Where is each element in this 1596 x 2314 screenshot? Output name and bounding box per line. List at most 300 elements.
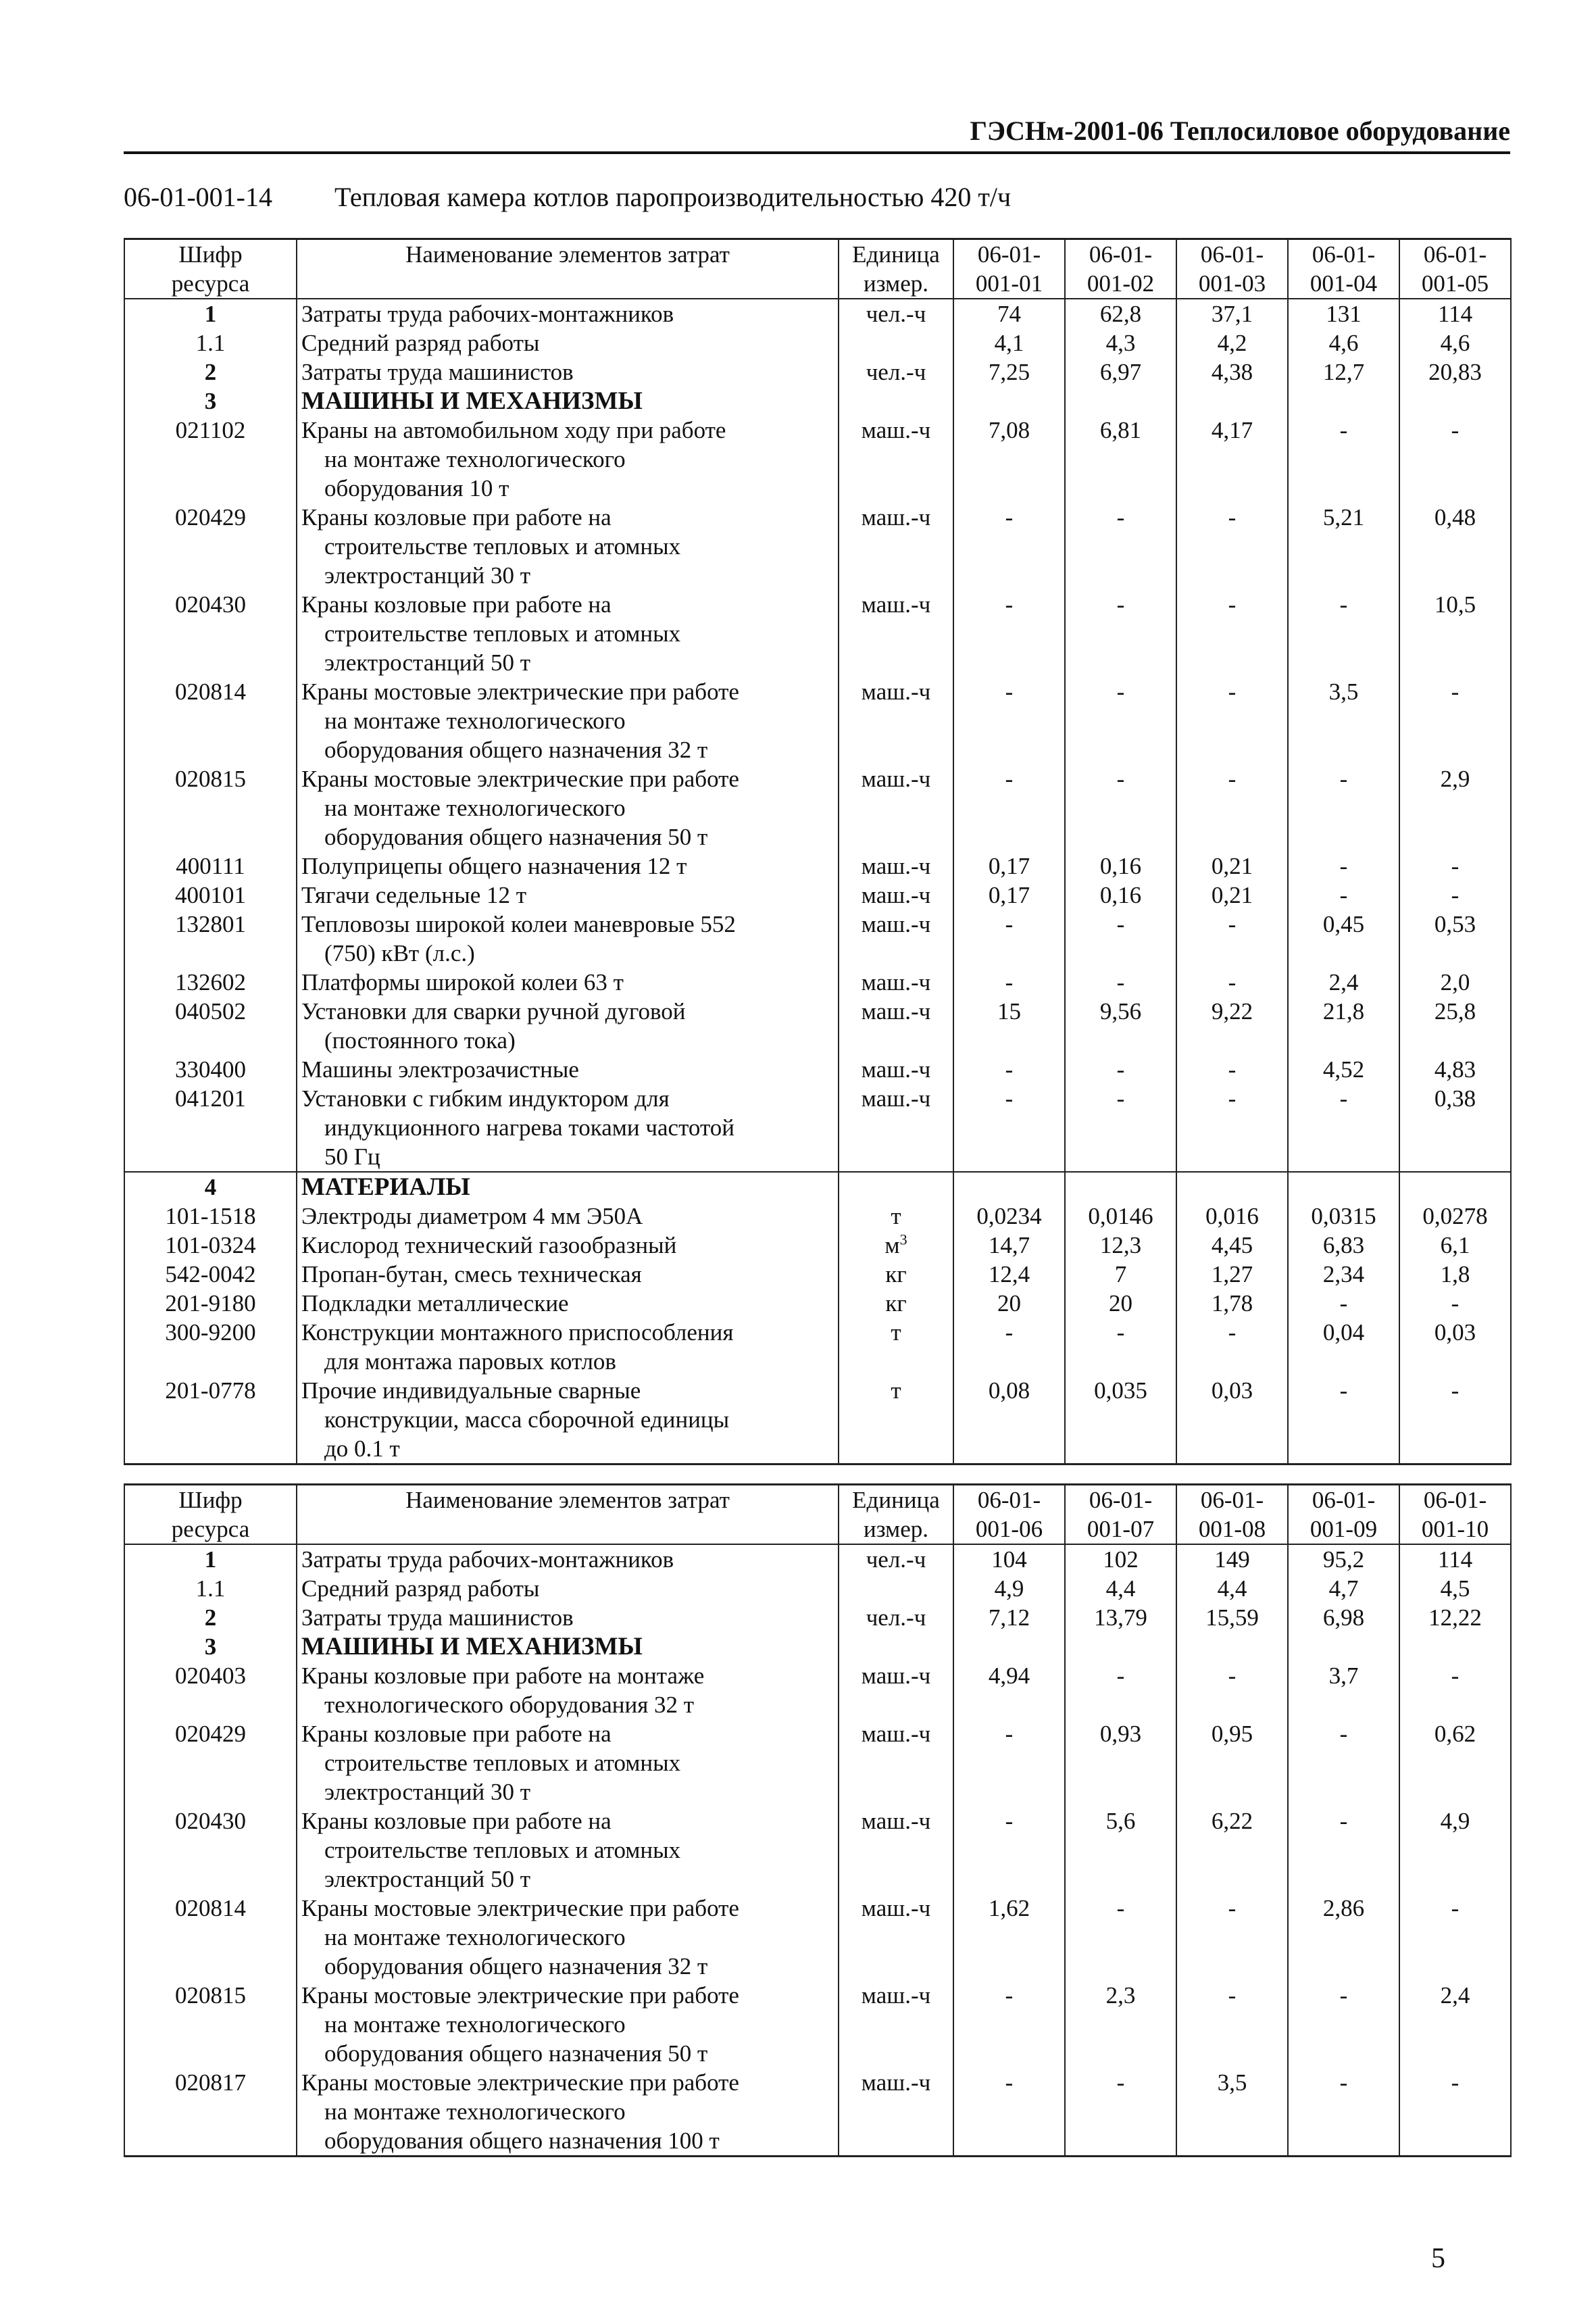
cost-element-name xyxy=(297,1632,839,1661)
norm-value: 0,035 xyxy=(1065,1376,1176,1464)
header-norm-code-line: 06-01- xyxy=(977,1487,1041,1513)
cost-element-name xyxy=(297,1661,839,1719)
cost-element-line: Краны мостовые электрические при работе xyxy=(301,2069,739,2096)
norm-value: 7 xyxy=(1065,1260,1176,1289)
header-row xyxy=(124,239,1511,299)
resource-code: 400101 xyxy=(124,881,297,910)
norm-value: 0,0146 xyxy=(1065,1202,1176,1231)
norm-value: 4,7 xyxy=(1288,1574,1399,1603)
cost-element-line: конструкции, масса сборочной единицы xyxy=(324,1406,730,1433)
cost-element-line: до 0.1 т xyxy=(324,1435,400,1462)
table-row xyxy=(124,1981,1511,2068)
norm-value: 4,83 xyxy=(1399,1055,1511,1084)
norm-value: - xyxy=(1065,1894,1176,1981)
header-unit-line: Единица xyxy=(852,241,940,268)
norm-value: - xyxy=(1399,2068,1511,2157)
norm-value: 131 xyxy=(1288,299,1399,328)
norm-value: 2,4 xyxy=(1399,1981,1511,2068)
table-row xyxy=(124,328,1511,358)
cost-element-line: строительстве тепловых и атомных xyxy=(324,1837,681,1863)
unit xyxy=(839,1202,953,1231)
cost-element-line: Подкладки металлические xyxy=(301,1290,569,1316)
header-norm-code xyxy=(1399,239,1511,299)
cost-element-name xyxy=(297,1202,839,1231)
cost-element-line: Краны козловые при работе на xyxy=(301,504,612,531)
norm-value: 0,016 xyxy=(1176,1202,1288,1231)
norm-value: - xyxy=(1288,1084,1399,1172)
norm-value: 4,1 xyxy=(953,328,1065,358)
cost-element-line: Установки для сварки ручной дуговой xyxy=(301,998,686,1025)
resource-code: 330400 xyxy=(124,1055,297,1084)
norm-value: 2,86 xyxy=(1288,1894,1399,1981)
norm-value: - xyxy=(953,677,1065,764)
norm-value: 4,6 xyxy=(1399,328,1511,358)
norm-value: 4,4 xyxy=(1176,1574,1288,1603)
unit-text: маш.-ч xyxy=(861,1056,931,1083)
unit-text: маш.-ч xyxy=(861,1808,931,1834)
resource-code: 020815 xyxy=(124,1981,297,2068)
header-norm-code-line: 06-01- xyxy=(1312,241,1376,268)
norm-value: 2,9 xyxy=(1399,764,1511,852)
unit-text: маш.-ч xyxy=(861,1663,931,1689)
unit-text: маш.-ч xyxy=(861,766,931,792)
unit xyxy=(839,764,953,852)
unit-text: маш.-ч xyxy=(861,1895,931,1921)
unit-text: чел.-ч xyxy=(866,1604,926,1631)
header-norm-code-line: 001-08 xyxy=(1198,1516,1266,1542)
unit xyxy=(839,1260,953,1289)
norm-value: 4,9 xyxy=(1399,1806,1511,1894)
cost-element-line: Пропан-бутан, смесь техническая xyxy=(301,1261,642,1287)
resource-code: 3 xyxy=(124,387,297,416)
norm-value xyxy=(1065,1172,1176,1202)
norm-value: 114 xyxy=(1399,1544,1511,1574)
norm-value: 0,17 xyxy=(953,881,1065,910)
norm-value: 0,48 xyxy=(1399,503,1511,590)
header-norm-code-line: 06-01- xyxy=(1200,1487,1264,1513)
resource-code: 201-9180 xyxy=(124,1289,297,1318)
unit xyxy=(839,997,953,1055)
norm-value: 15 xyxy=(953,997,1065,1055)
unit-superscript: 3 xyxy=(899,1231,907,1248)
norm-value: 6,81 xyxy=(1065,416,1176,503)
norm-value: 104 xyxy=(953,1544,1065,1574)
resource-code: 2 xyxy=(124,358,297,387)
table-row xyxy=(124,910,1511,968)
norm-value: - xyxy=(1399,1894,1511,1981)
header-code-line: ресурса xyxy=(171,1516,250,1542)
norm-value: 9,22 xyxy=(1176,997,1288,1055)
cost-element-name xyxy=(297,590,839,677)
unit xyxy=(839,2068,953,2157)
norm-value: - xyxy=(1065,503,1176,590)
norm-value: 20 xyxy=(953,1289,1065,1318)
table-row xyxy=(124,1231,1511,1260)
norm-value: 6,98 xyxy=(1288,1603,1399,1632)
norm-value: 6,97 xyxy=(1065,358,1176,387)
unit xyxy=(839,1603,953,1632)
norm-value xyxy=(1065,387,1176,416)
norm-value: 2,3 xyxy=(1065,1981,1176,2068)
cost-element-name xyxy=(297,1376,839,1464)
unit xyxy=(839,1055,953,1084)
cost-element-line: строительстве тепловых и атомных xyxy=(324,533,681,560)
norm-value: - xyxy=(953,764,1065,852)
section-title: Тепловая камера котлов паропроизводительностью 420 т/ч xyxy=(334,182,1012,212)
header-norm-code-line: 06-01- xyxy=(1423,1487,1487,1513)
header-norm-code-line: 001-05 xyxy=(1421,270,1489,297)
cost-element-line: Кислород технический газообразный xyxy=(301,1232,677,1258)
resource-code: 101-1518 xyxy=(124,1202,297,1231)
norm-value: 4,2 xyxy=(1176,328,1288,358)
norm-value: 0,04 xyxy=(1288,1318,1399,1376)
cost-element-name xyxy=(297,968,839,997)
table-row xyxy=(124,503,1511,590)
resource-code: 020429 xyxy=(124,503,297,590)
norm-value: 1,8 xyxy=(1399,1260,1511,1289)
resource-code: 020814 xyxy=(124,1894,297,1981)
cost-element-line: для монтажа паровых котлов xyxy=(324,1348,616,1375)
header-norm-code xyxy=(953,1485,1065,1545)
unit xyxy=(839,1661,953,1719)
header-unit xyxy=(839,239,953,299)
table-row xyxy=(124,997,1511,1055)
cost-element-name xyxy=(297,1318,839,1376)
norm-value: 7,25 xyxy=(953,358,1065,387)
cost-element-line: электростанций 30 т xyxy=(324,1779,531,1805)
norm-value: 14,7 xyxy=(953,1231,1065,1260)
cost-element-line: Средний разряд работы xyxy=(301,330,540,356)
norm-value xyxy=(1176,1172,1288,1202)
cost-element-line: Краны на автомобильном ходу при работе xyxy=(301,417,726,443)
header-norm-code xyxy=(1288,239,1399,299)
norm-value: 10,5 xyxy=(1399,590,1511,677)
norm-value: 15,59 xyxy=(1176,1603,1288,1632)
cost-element-name xyxy=(297,416,839,503)
norm-value: - xyxy=(953,1055,1065,1084)
cost-element-line: Краны мостовые электрические при работе xyxy=(301,766,739,792)
header-row xyxy=(124,1485,1511,1545)
norm-value: - xyxy=(1176,1055,1288,1084)
cost-element-name xyxy=(297,677,839,764)
norm-value: - xyxy=(1399,1376,1511,1464)
unit-text: маш.-ч xyxy=(861,882,931,908)
norm-value: 20,83 xyxy=(1399,358,1511,387)
norm-value xyxy=(953,1172,1065,1202)
norm-value: 0,03 xyxy=(1176,1376,1288,1464)
norm-value: - xyxy=(1176,1894,1288,1981)
unit-text: маш.-ч xyxy=(861,911,931,937)
unit xyxy=(839,1376,953,1464)
norm-value: 0,0315 xyxy=(1288,1202,1399,1231)
header-norm-code-line: 001-03 xyxy=(1198,270,1266,297)
norm-value: - xyxy=(953,1719,1065,1806)
norm-value: 2,0 xyxy=(1399,968,1511,997)
norm-value: - xyxy=(1288,1981,1399,2068)
cost-element-name xyxy=(297,1574,839,1603)
norm-value xyxy=(1065,1632,1176,1661)
header-norm-code xyxy=(953,239,1065,299)
norm-value: 74 xyxy=(953,299,1065,328)
cost-element-line: Краны мостовые электрические при работе xyxy=(301,1895,739,1921)
norm-value: - xyxy=(1399,416,1511,503)
cost-element-name xyxy=(297,1719,839,1806)
resource-code: 020403 xyxy=(124,1661,297,1719)
resource-code: 040502 xyxy=(124,997,297,1055)
unit xyxy=(839,503,953,590)
unit xyxy=(839,1084,953,1172)
cost-element-line: МАШИНЫ И МЕХАНИЗМЫ xyxy=(301,387,643,415)
norm-value: - xyxy=(1065,968,1176,997)
cost-element-line: Краны козловые при работе на xyxy=(301,591,612,618)
norm-value: - xyxy=(1288,590,1399,677)
cost-element-line: Конструкции монтажного приспособления xyxy=(301,1319,734,1346)
cost-element-name xyxy=(297,1603,839,1632)
cost-element-name xyxy=(297,852,839,881)
unit xyxy=(839,1806,953,1894)
cost-element-line: электростанций 50 т xyxy=(324,649,531,676)
cost-element-line: Затраты труда машинистов xyxy=(301,1604,574,1631)
norm-value: 6,1 xyxy=(1399,1231,1511,1260)
unit-text: кг xyxy=(885,1261,907,1287)
unit xyxy=(839,590,953,677)
header-unit-line: измер. xyxy=(864,1516,928,1542)
cost-element-line: Тягачи седельные 12 т xyxy=(301,882,527,908)
cost-element-name xyxy=(297,1544,839,1574)
norm-value: - xyxy=(953,968,1065,997)
cost-element-line: (постоянного тока) xyxy=(324,1027,516,1054)
running-header xyxy=(124,112,1510,154)
cost-element-line: оборудования общего назначения 50 т xyxy=(324,824,708,850)
norm-value: 0,16 xyxy=(1065,852,1176,881)
header-unit-line: измер. xyxy=(864,270,928,297)
unit xyxy=(839,1632,953,1661)
table-row xyxy=(124,387,1511,416)
table-row xyxy=(124,1084,1511,1172)
norm-value: 6,83 xyxy=(1288,1231,1399,1260)
table-row xyxy=(124,1603,1511,1632)
cost-element-line: Машины электрозачистные xyxy=(301,1056,579,1083)
norm-value: - xyxy=(1176,968,1288,997)
resource-code: 2 xyxy=(124,1603,297,1632)
norm-value: 0,21 xyxy=(1176,852,1288,881)
norm-value: 0,03 xyxy=(1399,1318,1511,1376)
cost-element-name xyxy=(297,299,839,328)
header-norm-code-line: 001-10 xyxy=(1421,1516,1489,1542)
table-row xyxy=(124,590,1511,677)
unit xyxy=(839,416,953,503)
unit-text: т xyxy=(891,1377,901,1404)
unit xyxy=(839,1172,953,1202)
unit xyxy=(839,881,953,910)
cost-element-line: строительстве тепловых и атомных xyxy=(324,620,681,647)
norm-value: - xyxy=(1065,1084,1176,1172)
norm-value: - xyxy=(953,910,1065,968)
cost-element-line: на монтаже технологического xyxy=(324,708,626,734)
table-row xyxy=(124,2068,1511,2157)
norm-table-1 xyxy=(124,238,1512,1465)
table-row xyxy=(124,1289,1511,1318)
table-row xyxy=(124,1544,1511,1574)
norm-value: - xyxy=(1065,2068,1176,2157)
cost-element-line: Краны мостовые электрические при работе xyxy=(301,679,739,705)
norm-value: - xyxy=(1176,590,1288,677)
table-row xyxy=(124,852,1511,881)
norm-value: 21,8 xyxy=(1288,997,1399,1055)
norm-value: 5,6 xyxy=(1065,1806,1176,1894)
table-row xyxy=(124,1574,1511,1603)
table-row xyxy=(124,677,1511,764)
resource-code: 020815 xyxy=(124,764,297,852)
resource-code: 020430 xyxy=(124,590,297,677)
table-row xyxy=(124,1202,1511,1231)
norm-value: 0,93 xyxy=(1065,1719,1176,1806)
cost-element-name xyxy=(297,1806,839,1894)
cost-element-name xyxy=(297,503,839,590)
norm-value: 0,21 xyxy=(1176,881,1288,910)
norm-value: - xyxy=(1399,677,1511,764)
norm-value: - xyxy=(1288,1376,1399,1464)
norm-value: - xyxy=(1288,1806,1399,1894)
table-row xyxy=(124,1661,1511,1719)
unit xyxy=(839,1719,953,1806)
cost-element-line: оборудования общего назначения 50 т xyxy=(324,2040,708,2067)
norm-value: 0,0278 xyxy=(1399,1202,1511,1231)
norm-value: - xyxy=(1176,503,1288,590)
norm-value: 4,52 xyxy=(1288,1055,1399,1084)
unit xyxy=(839,910,953,968)
norm-value: - xyxy=(953,2068,1065,2157)
norm-value: 1,27 xyxy=(1176,1260,1288,1289)
unit-text: кг xyxy=(885,1290,907,1316)
unit-text: маш.-ч xyxy=(861,417,931,443)
cost-element-line: Затраты труда рабочих-монтажников xyxy=(301,1546,674,1573)
unit-text: чел.-ч xyxy=(866,301,926,327)
norm-value: - xyxy=(1176,1661,1288,1719)
norm-value: 37,1 xyxy=(1176,299,1288,328)
cost-element-name xyxy=(297,1289,839,1318)
cost-element-line: на монтаже технологического xyxy=(324,795,626,821)
cost-element-line: Краны мостовые электрические при работе xyxy=(301,1982,739,2009)
cost-element-line: оборудования общего назначения 32 т xyxy=(324,737,708,763)
table-row xyxy=(124,1318,1511,1376)
section-heading xyxy=(124,181,1011,213)
norm-value: 20 xyxy=(1065,1289,1176,1318)
norm-value: 25,8 xyxy=(1399,997,1511,1055)
unit xyxy=(839,968,953,997)
norm-value: - xyxy=(953,1084,1065,1172)
table-row xyxy=(124,1055,1511,1084)
norm-value: - xyxy=(1176,1318,1288,1376)
norm-value: - xyxy=(1065,764,1176,852)
norm-value: 6,22 xyxy=(1176,1806,1288,1894)
norm-value: - xyxy=(1288,416,1399,503)
norm-value: 4,3 xyxy=(1065,328,1176,358)
norm-value: 13,79 xyxy=(1065,1603,1176,1632)
norm-value: - xyxy=(1065,1055,1176,1084)
norm-value: 0,16 xyxy=(1065,881,1176,910)
cost-element-line: Прочие индивидуальные сварные xyxy=(301,1377,641,1404)
resource-code: 021102 xyxy=(124,416,297,503)
cost-element-line: электростанций 50 т xyxy=(324,1866,531,1892)
table-row xyxy=(124,1172,1511,1202)
header-norm-code-line: 06-01- xyxy=(1200,241,1264,268)
table-row xyxy=(124,1719,1511,1806)
unit-text: чел.-ч xyxy=(866,359,926,385)
cost-element-name xyxy=(297,764,839,852)
norm-value: 0,38 xyxy=(1399,1084,1511,1172)
unit-text: маш.-ч xyxy=(861,998,931,1025)
cost-element-line: на монтаже технологического xyxy=(324,1924,626,1950)
cost-element-line: Затраты труда машинистов xyxy=(301,359,574,385)
norm-value: - xyxy=(953,1318,1065,1376)
norm-value: - xyxy=(1065,910,1176,968)
norm-value: - xyxy=(1176,1981,1288,2068)
header-norm-code-line: 001-01 xyxy=(975,270,1043,297)
unit xyxy=(839,852,953,881)
norm-value xyxy=(1288,1632,1399,1661)
resource-code: 300-9200 xyxy=(124,1318,297,1376)
cost-element-line: МАШИНЫ И МЕХАНИЗМЫ xyxy=(301,1633,643,1660)
norm-value: 4,17 xyxy=(1176,416,1288,503)
norm-value: 0,17 xyxy=(953,852,1065,881)
resource-code: 1 xyxy=(124,1544,297,1574)
header-name: Наименование элементов затрат xyxy=(297,239,839,299)
norm-value: 4,38 xyxy=(1176,358,1288,387)
unit-text: маш.-ч xyxy=(861,679,931,705)
cost-element-line: Затраты труда рабочих-монтажников xyxy=(301,301,674,327)
cost-element-line: на монтаже технологического xyxy=(324,2098,626,2125)
norm-value: 102 xyxy=(1065,1544,1176,1574)
section-code: 06-01-001-14 xyxy=(124,182,272,212)
cost-element-line: МАТЕРИАЛЫ xyxy=(301,1173,470,1201)
header-code-line: ресурса xyxy=(171,270,250,297)
header-code xyxy=(124,239,297,299)
norm-value: 4,94 xyxy=(953,1661,1065,1719)
unit xyxy=(839,1318,953,1376)
norm-value xyxy=(1176,1632,1288,1661)
header-norm-code xyxy=(1399,1485,1511,1545)
resource-code: 132801 xyxy=(124,910,297,968)
norm-value: 4,45 xyxy=(1176,1231,1288,1260)
cost-element-line: Полуприцепы общего назначения 12 т xyxy=(301,853,687,879)
unit-text: маш.-ч xyxy=(861,1721,931,1747)
norm-value xyxy=(953,387,1065,416)
unit xyxy=(839,1289,953,1318)
cost-element-line: технологического оборудования 32 т xyxy=(324,1692,695,1718)
cost-element-line: оборудования общего назначения 32 т xyxy=(324,1953,708,1979)
norm-value: - xyxy=(1176,910,1288,968)
norm-value: 7,08 xyxy=(953,416,1065,503)
cost-element-line: Платформы широкой колеи 63 т xyxy=(301,969,624,995)
unit-text: м xyxy=(884,1232,900,1258)
resource-code: 542-0042 xyxy=(124,1260,297,1289)
unit-text: маш.-ч xyxy=(861,853,931,879)
norm-value: 149 xyxy=(1176,1544,1288,1574)
norm-value xyxy=(953,1632,1065,1661)
norm-value: 4,4 xyxy=(1065,1574,1176,1603)
header-unit xyxy=(839,1485,953,1545)
norm-value: 4,5 xyxy=(1399,1574,1511,1603)
header-norm-code-line: 001-04 xyxy=(1310,270,1378,297)
header-norm-code xyxy=(1288,1485,1399,1545)
norm-value: - xyxy=(1065,1318,1176,1376)
norm-value: 2,4 xyxy=(1288,968,1399,997)
resource-code: 4 xyxy=(124,1172,297,1202)
table-row xyxy=(124,416,1511,503)
unit-text: маш.-ч xyxy=(861,2069,931,2096)
norm-value: 62,8 xyxy=(1065,299,1176,328)
